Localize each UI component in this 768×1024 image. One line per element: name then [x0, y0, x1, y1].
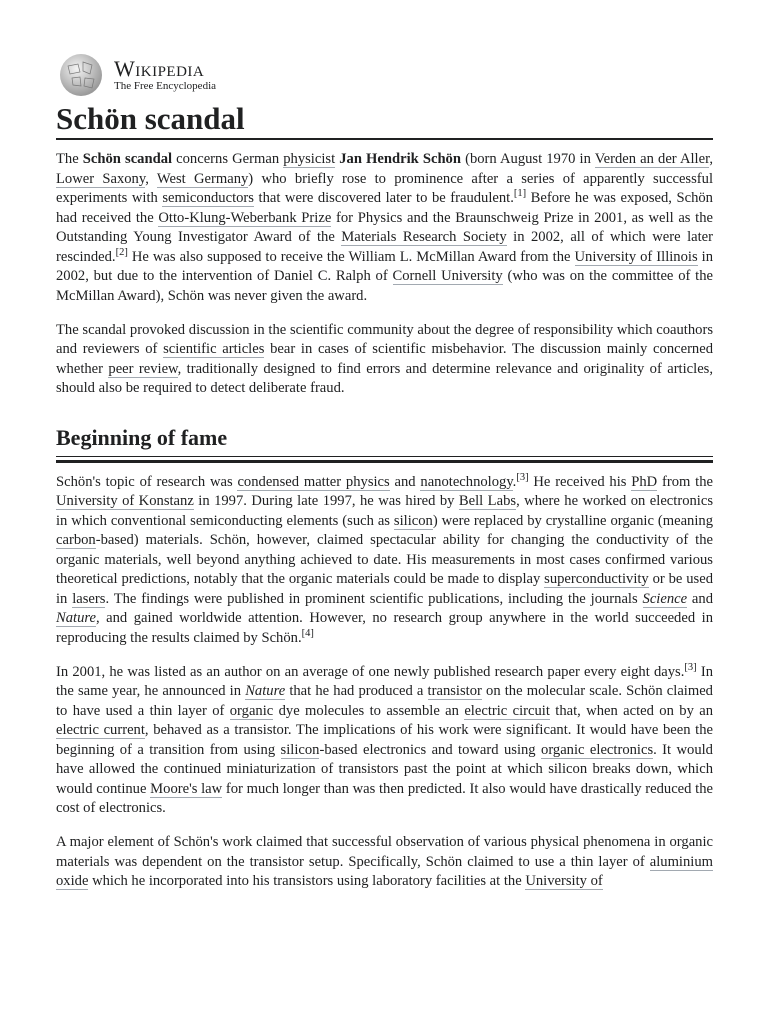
wiki-link[interactable]: scientific articles — [163, 341, 265, 357]
wiki-link[interactable]: carbon — [56, 532, 96, 548]
wiki-link[interactable]: Cornell University — [392, 268, 503, 284]
text: . — [512, 473, 517, 490]
wiki-link[interactable]: Verden an der Aller — [594, 151, 710, 167]
text: -based) materials. Schön, however, claimed spectacular ability for changing the conductivity of the organic materials, well beyond anything achieved to date. His measurements in most cases confirmed various theoretical predictions, notably that the organic materials could be made to display — [56, 532, 713, 587]
text: and — [687, 590, 714, 607]
paragraph — [56, 321, 713, 399]
tagline: The Free Encyclopedia — [114, 80, 217, 92]
wiki-link[interactable]: physicist — [283, 151, 336, 167]
text: , — [145, 170, 157, 187]
text: from the — [657, 473, 714, 490]
text: (who was on the committee of the McMillan Award), Schön was never given the award. — [56, 268, 713, 304]
wiki-link[interactable]: PhD — [631, 473, 658, 490]
text: in 1997. During late 1997, he was hired by — [193, 493, 459, 509]
wiki-link[interactable]: Otto-Klung-Weberbank Prize — [158, 209, 332, 226]
citation-link[interactable]: [4] — [301, 627, 314, 639]
page-title: Schön scandal — [56, 100, 713, 140]
heading-rule-thick — [56, 460, 713, 463]
text: , — [709, 151, 714, 167]
wiki-link[interactable]: condensed matter physics — [237, 473, 390, 490]
wiki-link-italic[interactable]: Nature — [56, 610, 96, 626]
text: that he had produced a — [285, 683, 428, 699]
wiki-link[interactable]: electric circuit — [464, 702, 550, 719]
wiki-link[interactable]: silicon — [393, 512, 433, 529]
text: . The findings were published in prominent scientific publications, including the journals — [105, 590, 643, 607]
text: The scandal provoked discussion in the scientific community about the degree of responsibility which coauthors and reviewers of — [56, 321, 713, 357]
citation-link[interactable]: [3] — [516, 471, 529, 483]
paragraph — [56, 663, 713, 819]
text: , behaved as a transistor. The implications of his work were significant. It would have been the beginning of a transition from using — [56, 722, 713, 758]
wiki-link[interactable]: nanotechnology — [420, 473, 513, 490]
text: in 2002, but due to the intervention of Daniel C. Ralph of — [56, 248, 714, 284]
text: (born August 1970 in — [460, 151, 595, 167]
bold-term: Schön scandal — [82, 151, 173, 167]
text: ) were replaced by crystalline organic (meaning — [432, 512, 713, 529]
text: In 2001, he was listed as an author on an average of one newly published research paper every eight days. — [56, 663, 685, 680]
article-page — [56, 52, 713, 906]
text: In the same year, he announced in — [56, 663, 713, 699]
text: He was also supposed to receive the William L. McMillan Award from the — [127, 248, 575, 265]
text: Schön's topic of research was — [56, 473, 238, 490]
wiki-link[interactable]: electric current — [56, 722, 145, 738]
text: A major element of Schön's work claimed that successful observation of various physical phenomena in organic materials was dependent on the transistor setup. Specifically, Schön claimed to use a thin layer of — [56, 834, 713, 870]
wiki-link[interactable]: organic electronics — [541, 741, 654, 758]
text: ) who briefly rose to prominence after a series of apparently successful experiments with — [56, 170, 714, 206]
wiki-link[interactable]: superconductivity — [544, 571, 649, 587]
citation — [302, 628, 314, 639]
wiki-link[interactable]: Bell Labs — [458, 493, 517, 509]
text: concerns German — [172, 151, 284, 167]
wiki-link[interactable]: Moore's law — [150, 780, 223, 797]
wordmark: Wikipedia — [114, 56, 205, 81]
section-heading: Beginning of fame — [56, 424, 228, 450]
text: on the molecular scale. Schön claimed to have used a thin layer of — [56, 683, 713, 719]
text: Before he was exposed, Schön had received the — [56, 190, 713, 226]
text: for much longer than was then predicted. It also would have drastically reduced the cost of electronics. — [56, 780, 713, 816]
text: for Physics and the Braunschweig Prize in 2001, as well as the Outstanding Young Investigator Award of the — [56, 209, 714, 245]
text: dye molecules to assemble an — [273, 702, 465, 719]
wiki-link[interactable]: Lower Saxony — [56, 170, 146, 187]
text: bear in cases of scientific misbehavior. The discussion mainly concerned whether — [56, 341, 713, 377]
text: -based electronics and toward using — [319, 741, 542, 758]
text: which he incorporated into his transistors using laboratory facilities at the — [88, 873, 526, 889]
wiki-link-italic[interactable]: Science — [642, 590, 688, 607]
citation — [116, 247, 128, 258]
wiki-link[interactable]: West Germany — [156, 170, 249, 187]
text: He received his — [528, 473, 632, 490]
text: that, when acted on by an — [549, 702, 714, 719]
citation-link[interactable]: [2] — [115, 246, 128, 258]
text: in 2002, all of which were later rescinded. — [56, 229, 713, 265]
text: or be used in — [56, 571, 713, 607]
text: and — [389, 473, 421, 490]
citation — [516, 472, 528, 483]
text: , traditionally designed to find errors and determine relevance and originality of articles, should also be required to detect deliberate fraud. — [56, 360, 713, 396]
text: , where he worked on electronics in which conventional semiconducting elements (such as — [56, 493, 714, 529]
wiki-link[interactable]: University of — [525, 873, 603, 889]
text: The — [56, 151, 83, 167]
bold-term: Jan Hendrik Schön — [339, 151, 461, 167]
wiki-link[interactable]: University of Konstanz — [56, 493, 194, 509]
wikipedia-logo[interactable] — [56, 52, 713, 98]
wiki-link[interactable]: aluminium oxide — [56, 853, 713, 889]
paragraph — [56, 473, 713, 649]
paragraph — [56, 833, 713, 892]
wiki-link[interactable]: University of Illinois — [574, 248, 698, 265]
wiki-link[interactable]: peer review — [108, 360, 178, 377]
citation-link[interactable]: [1] — [513, 188, 527, 199]
wiki-link-italic[interactable]: Nature — [245, 683, 286, 699]
wikipedia-globe-icon — [56, 52, 106, 98]
heading-rule-thin — [56, 456, 713, 457]
text: that were discovered later to be fraudulent. — [253, 190, 514, 206]
wiki-link[interactable]: Materials Research Society — [341, 229, 507, 245]
wiki-link[interactable]: silicon — [280, 741, 320, 758]
wiki-link[interactable]: transistor — [427, 683, 482, 699]
citation — [514, 188, 526, 199]
paragraph — [56, 150, 713, 306]
wiki-link[interactable]: organic — [229, 702, 274, 719]
wiki-link[interactable]: semiconductors — [162, 190, 254, 206]
text: , and gained worldwide attention. However, no research group anywhere in the world succeeded in reproducing the results claimed by Schön. — [56, 610, 713, 646]
wiki-link[interactable]: lasers — [72, 590, 106, 607]
citation — [684, 662, 696, 673]
beginning-of-fame-section — [56, 473, 713, 892]
intro-section — [56, 150, 713, 399]
text: . It would have allowed the continued miniaturization of transistors past the point at which silicon breaks down, which would continue — [56, 741, 713, 797]
citation-link[interactable]: [3] — [684, 661, 697, 673]
